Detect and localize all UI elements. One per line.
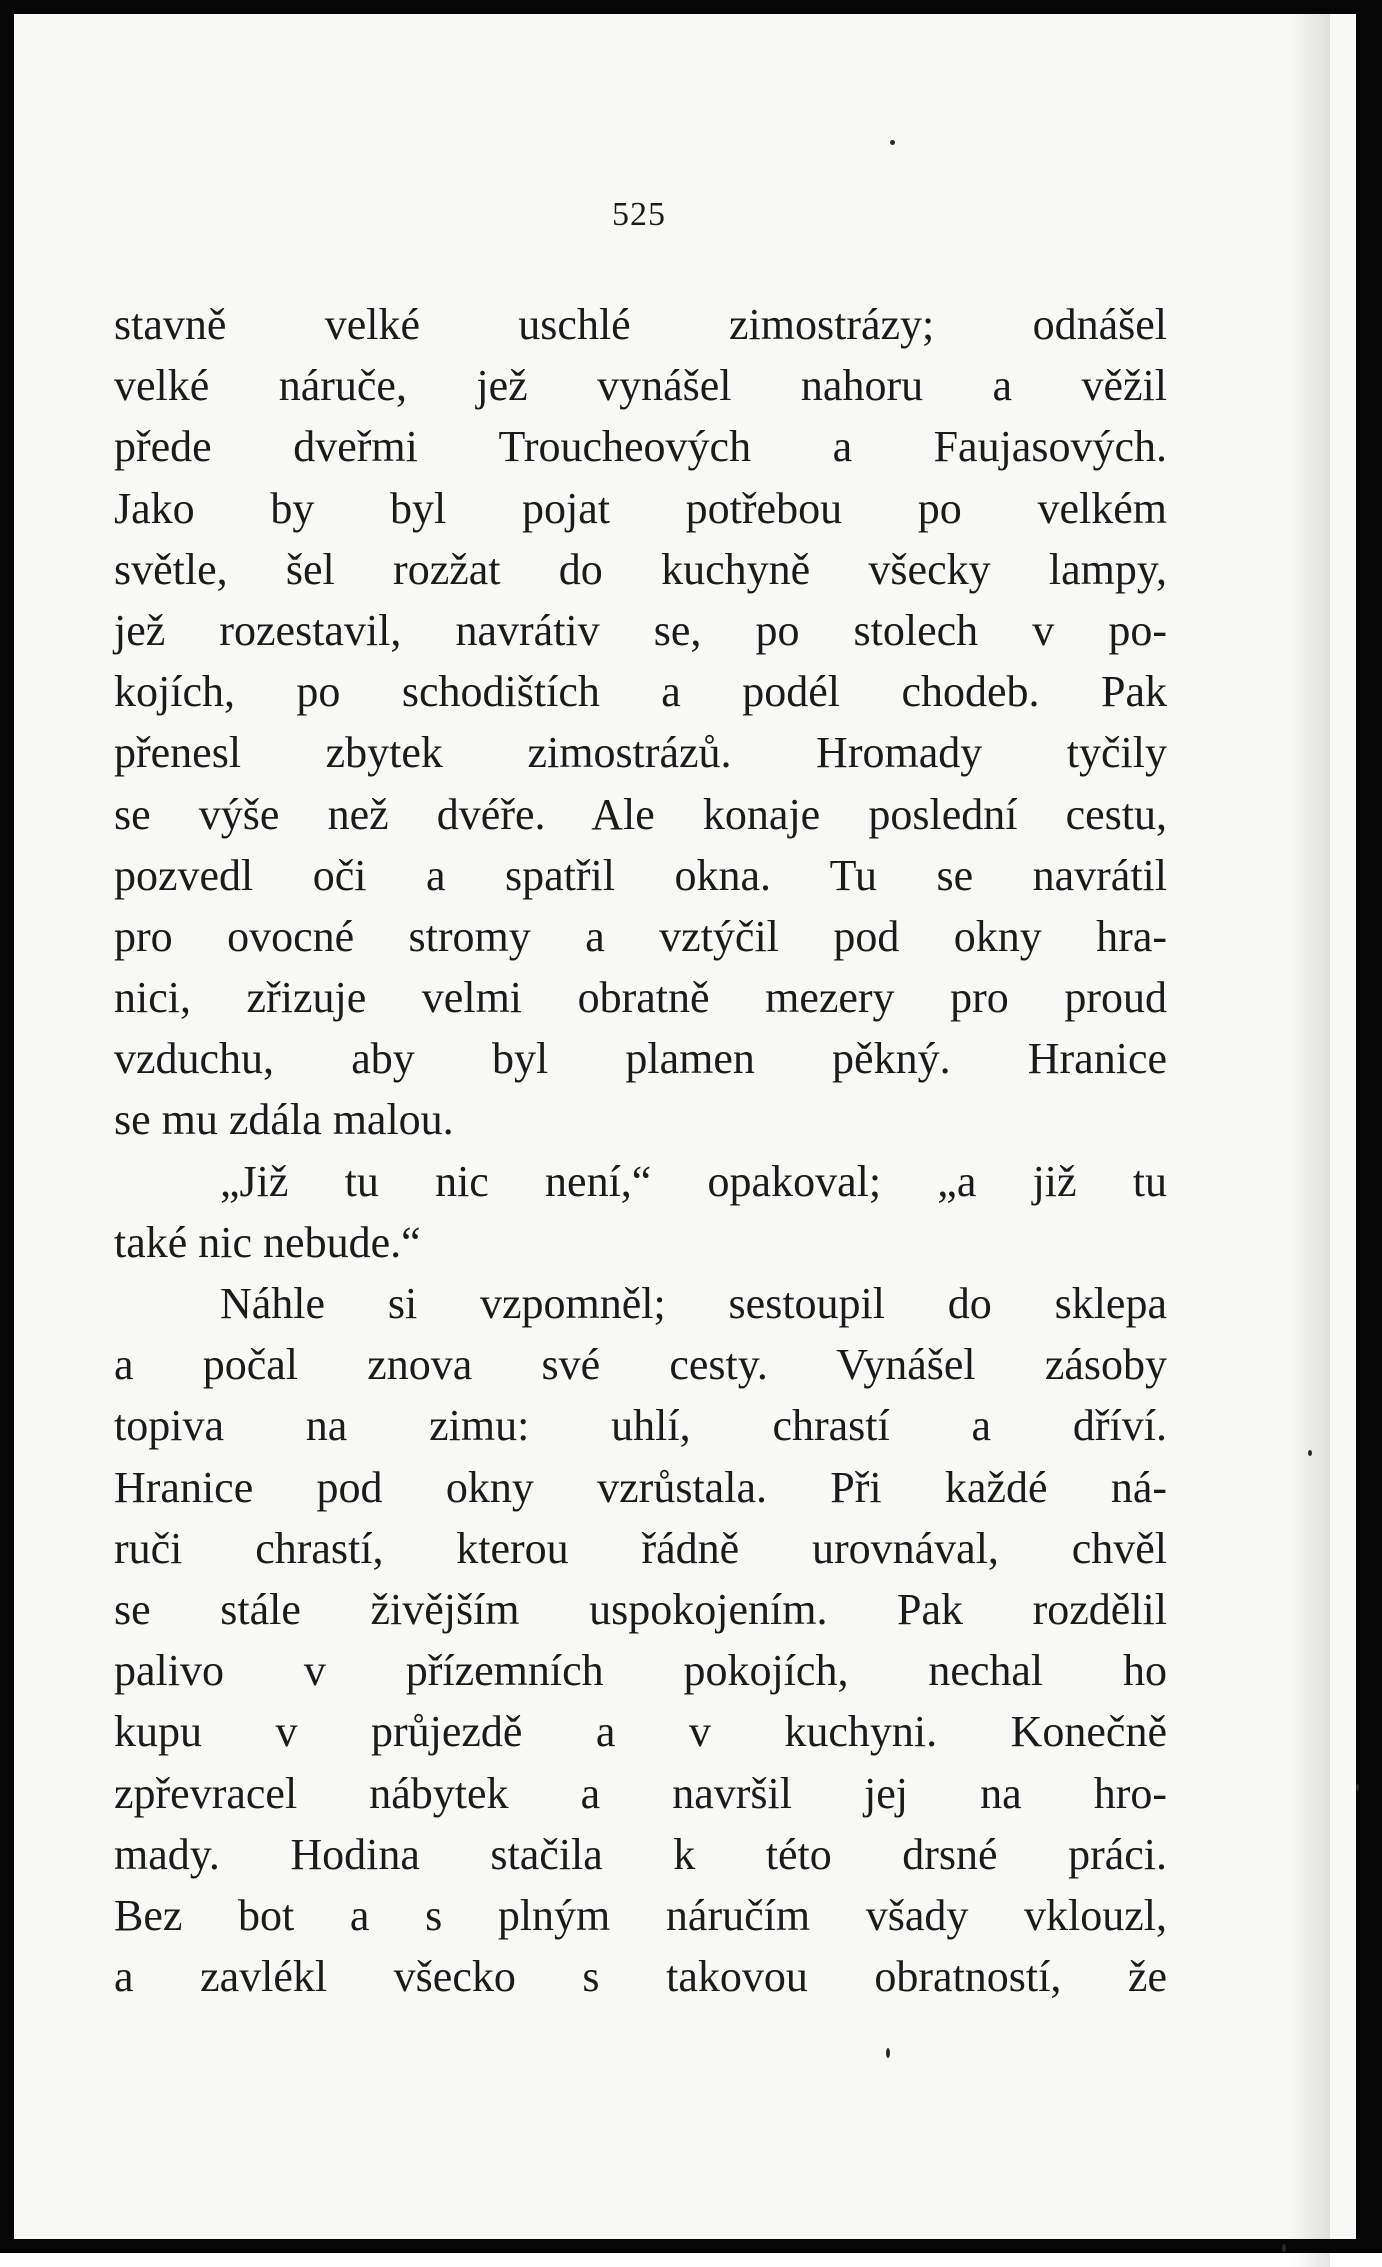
text-line: Náhle si vzpomněl; sestoupil do sklepa xyxy=(220,1279,1167,1328)
text-line: jež rozestavil, navrátiv se, po stolech v po- xyxy=(114,605,1167,655)
body-text xyxy=(114,294,1167,2007)
scan-speck xyxy=(1282,2244,1286,2252)
text-line: stavně velké uschlé zimostrázy; odnášel xyxy=(114,300,1167,349)
text-line: „Již tu nic není,“ opakoval; „a již tu xyxy=(220,1156,1167,1206)
text-line: topiva na zimu: uhlí, chrastí a dříví. xyxy=(114,1401,1167,1451)
text-line: kojích, po schodištích a podél chodeb. Pak xyxy=(114,667,1167,717)
text-line: nici, zřizuje velmi obratně mezery pro proud xyxy=(114,973,1167,1023)
text-line: mady. Hodina stačila k této drsné práci. xyxy=(114,1829,1167,1879)
scan-speck xyxy=(890,140,895,145)
text-line: se výše než dvéře. Ale konaje poslední cestu, xyxy=(114,789,1167,839)
text-line: Bez bot a s plným náručím všady vklouzl, xyxy=(114,1890,1167,1940)
text-line: Hranice pod okny vzrůstala. Při každé ná- xyxy=(114,1462,1167,1512)
text-line: pro ovocné stromy a vztýčil pod okny hra- xyxy=(114,911,1167,961)
scan-speck xyxy=(1308,1450,1312,1456)
text-line: kupu v průjezdě a v kuchyni. Konečně xyxy=(114,1707,1167,1757)
text-line: vzduchu, aby byl plamen pěkný. Hranice xyxy=(114,1034,1167,1084)
text-line: se mu zdála malou. xyxy=(114,1095,454,1145)
scan-speck xyxy=(886,2048,890,2058)
text-line: světle, šel rozžat do kuchyně všecky lampy, xyxy=(114,544,1167,594)
text-line: ruči chrastí, kterou řádně urovnával, chvěl xyxy=(114,1523,1167,1573)
text-line: přenesl zbytek zimostrázů. Hromady tyčily xyxy=(114,728,1167,778)
text-line: Jako by byl pojat potřebou po velkém xyxy=(114,483,1167,533)
page-edge-shadow xyxy=(1290,14,1330,2267)
page-number: 525 xyxy=(612,196,666,233)
text-line: pozvedl oči a spatřil okna. Tu se navrátil xyxy=(114,850,1167,900)
text-line: se stále živějším uspokojením. Pak rozdělil xyxy=(114,1584,1167,1634)
text-line: velké náruče, jež vynášel nahoru a věžil xyxy=(114,361,1167,411)
text-line: palivo v přízemních pokojích, nechal ho xyxy=(114,1646,1167,1696)
text-line: přede dveřmi Troucheových a Faujasových. xyxy=(114,422,1167,472)
text-line: také nic nebude.“ xyxy=(114,1217,421,1267)
text-line: zpřevracel nábytek a navršil jej na hro- xyxy=(114,1768,1167,1818)
scan-speck xyxy=(1356,1784,1359,1791)
text-line: a počal znova své cesty. Vynášel zásoby xyxy=(114,1340,1167,1390)
text-line: a zavlékl všecko s takovou obratností, že xyxy=(114,1952,1167,2002)
